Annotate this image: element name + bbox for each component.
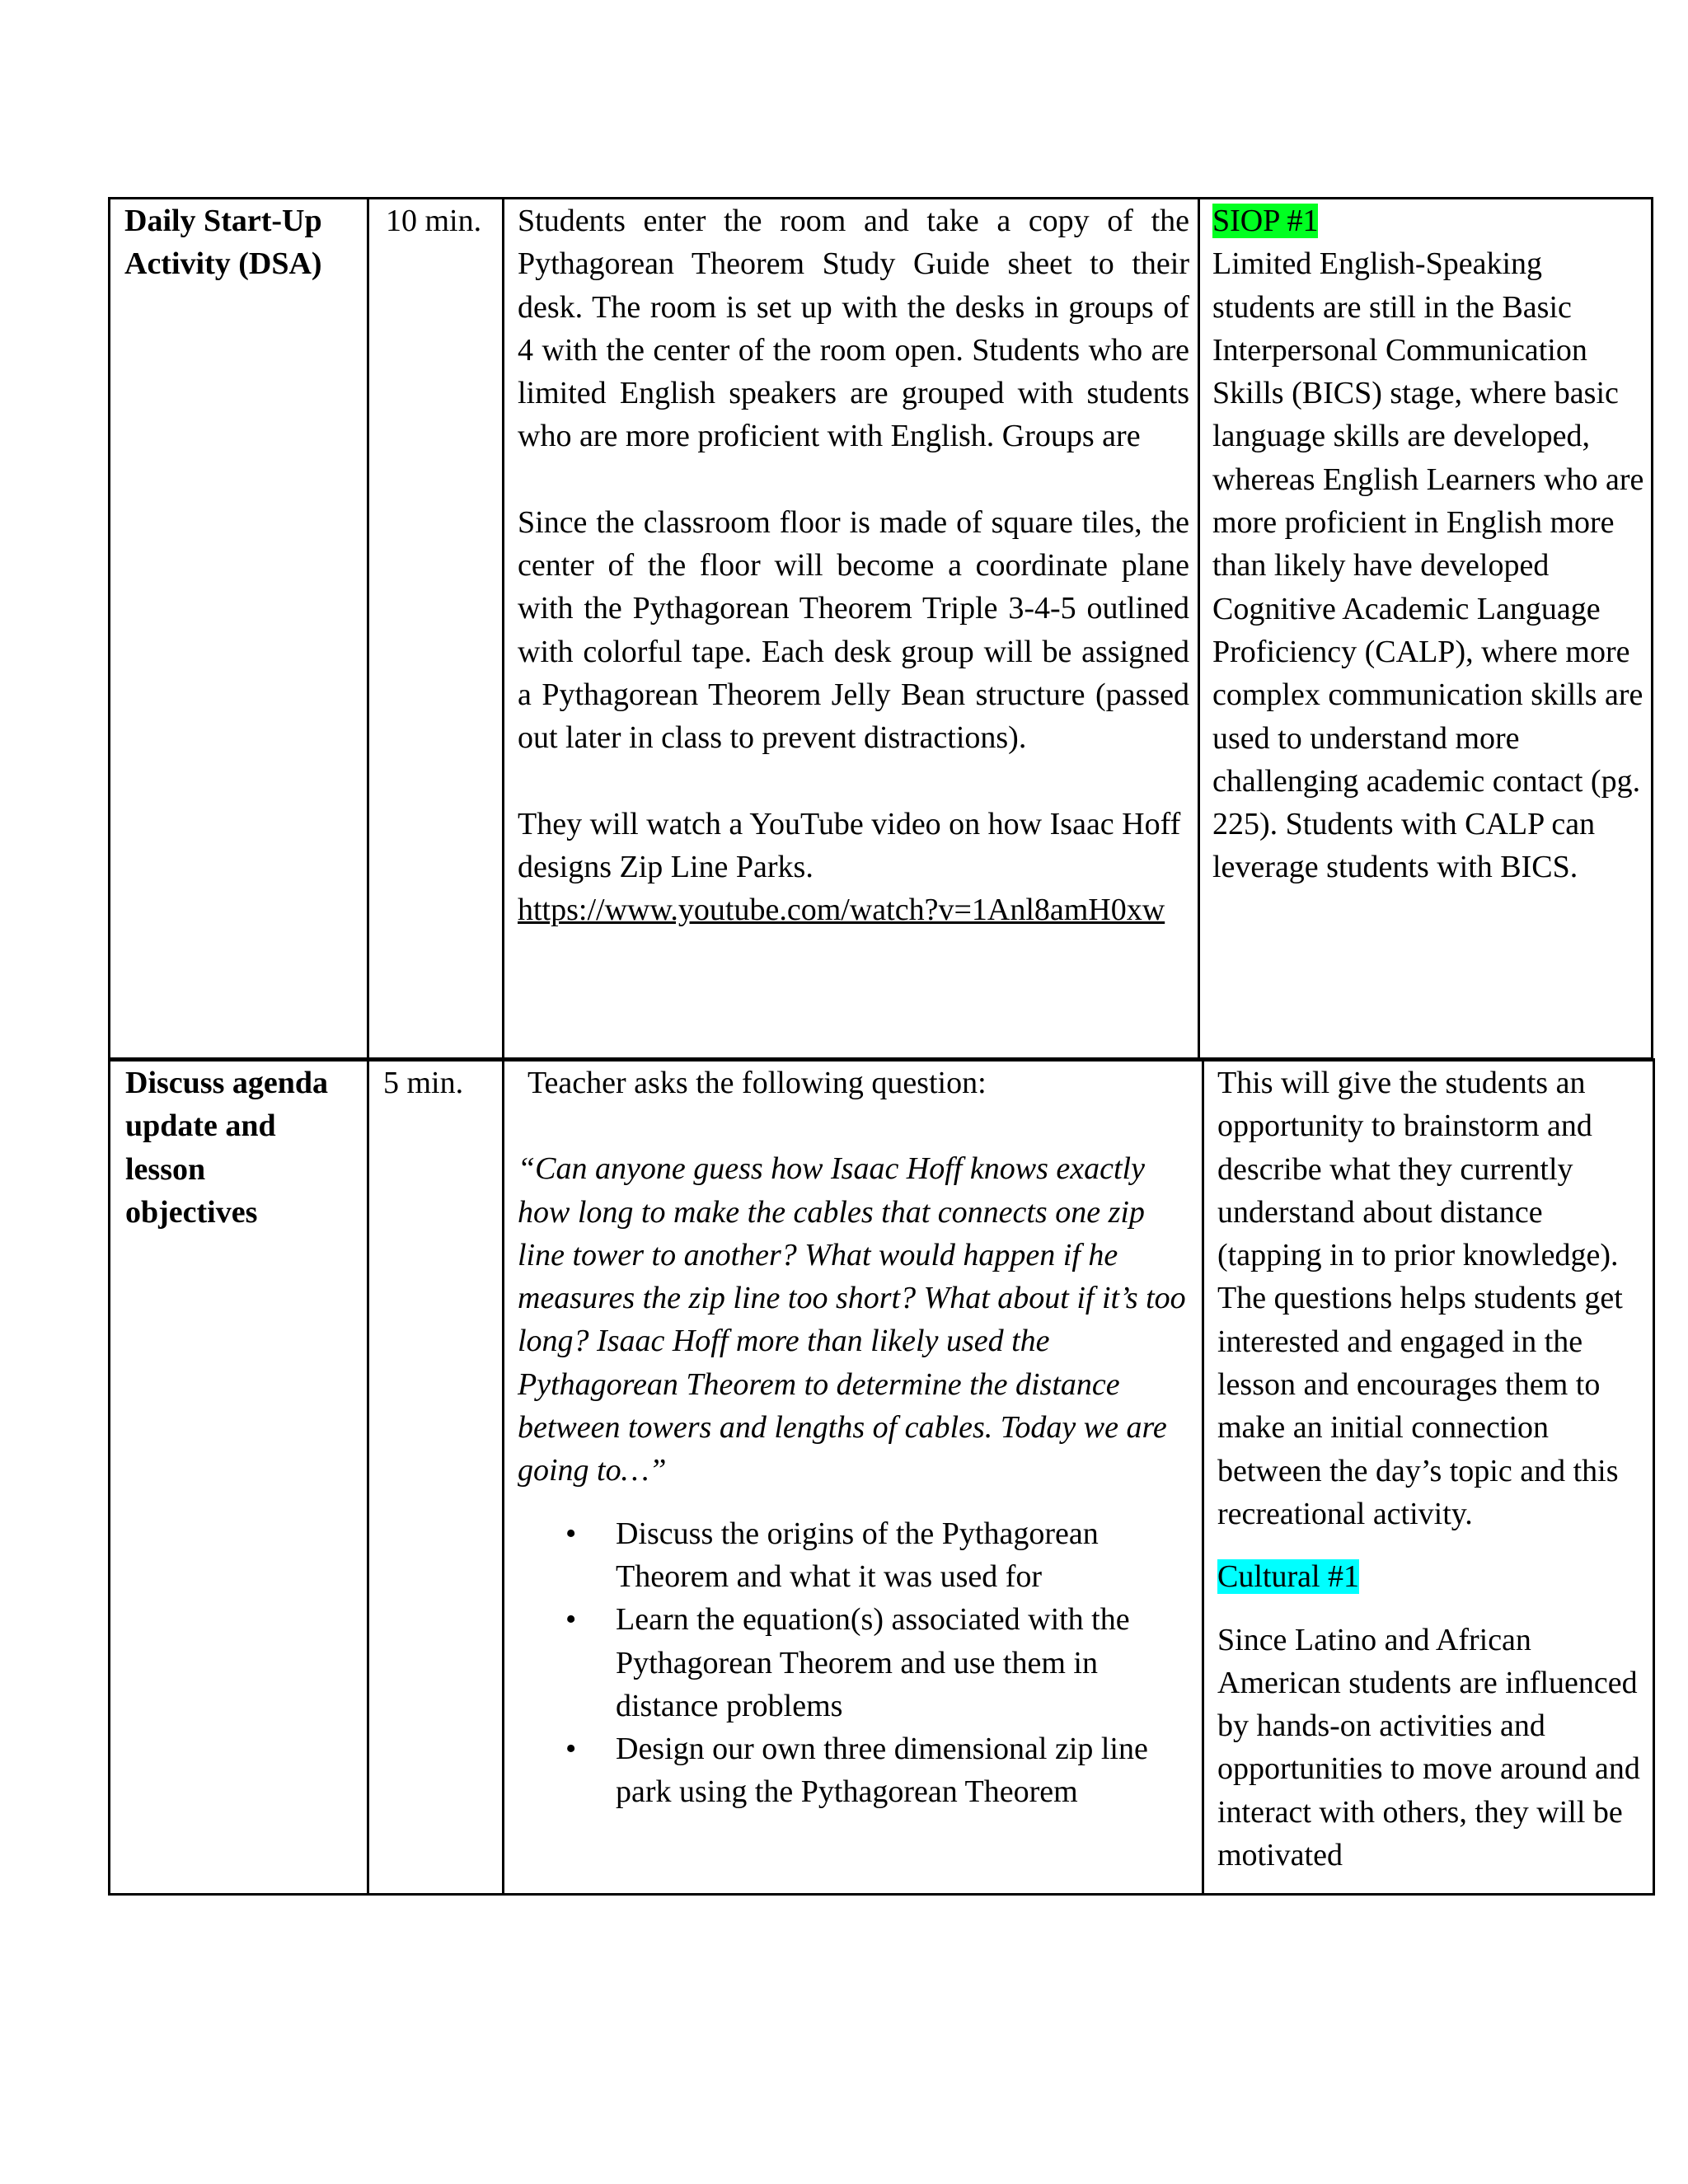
activity-cell: Daily Start-Up Activity (DSA)	[124, 204, 322, 282]
column-divider	[502, 199, 504, 1057]
procedure-paragraph: Since the classroom floor is made of square tiles, the center of the floor will become a coordinate plane with the Pythagorean Theorem Triple 3-4-5 outlined with colorful tape. Each desk group will be assigned a Pythagorean Theorem Jelly Bean structure (passed out later in class to prevent distractions).	[518, 504, 1189, 756]
procedure-intro: Teacher asks the following question:	[528, 1066, 987, 1100]
column-divider	[1202, 1062, 1204, 1893]
objectives-list	[518, 1512, 1193, 1814]
rationale-cell	[1217, 1062, 1650, 1877]
list-item: • Discuss the origins of the Pythagorean Theorem and what it was used for	[518, 1512, 1193, 1599]
procedure-cell	[518, 1062, 1193, 1814]
procedure-cell	[518, 199, 1189, 931]
activity-cell: Discuss agenda update and lesson objectives	[125, 1066, 328, 1230]
cultural-tag: Cultural #1	[1217, 1559, 1360, 1595]
column-divider	[502, 1062, 504, 1893]
rationale-text: Since Latino and African American students are influenced by hands-on activities and opportunities to move around and interact with others, they will be motivated	[1217, 1622, 1640, 1873]
table-row	[108, 197, 1653, 1060]
time-cell: 10 min.	[386, 204, 482, 238]
teacher-question: “Can anyone guess how Isaac Hoff knows exactly how long to make the cables that connects one zip line tower to another? What would happen if he measures the zip line too short? What about if it’s too long? Isaac Hoff more than likely used the Pythagorean Theorem to determine the distance between towers and lengths of cables. Today we are going to…”	[518, 1151, 1186, 1488]
table-row	[108, 1058, 1655, 1896]
youtube-link[interactable]: https://www.youtube.com/watch?v=1Anl8amH0xw	[518, 893, 1165, 928]
column-divider	[367, 199, 369, 1057]
column-divider	[367, 1062, 369, 1893]
rationale-text: Limited English-Speaking students are still in the Basic Interpersonal Communication Skills (BICS) stage, where basic language skills are developed, whereas English Learners who are more proficient in English more than likely have developed Cognitive Academic Language Proficiency (CALP), where more complex communication skills are used to understand more challenging academic contact (pg. 225). Students with CALP can leverage students with BICS.	[1212, 246, 1644, 885]
list-item: • Design our own three dimensional zip line park using the Pythagorean Theorem	[518, 1727, 1193, 1814]
list-item: • Learn the equation(s) associated with the Pythagorean Theorem and use them in distance problems	[518, 1598, 1193, 1727]
procedure-paragraph: Students enter the room and take a copy of the Pythagorean Theorem Study Guide sheet to their desk. The room is set up with the desks in groups of 4 with the center of the room open. Students who are limited English speakers are grouped with students who are more proficient with English. Groups are	[518, 204, 1189, 454]
siop-tag: SIOP #1	[1212, 204, 1319, 238]
procedure-paragraph: They will watch a YouTube video on how Isaac Hoff designs Zip Line Parks.	[518, 806, 1181, 884]
column-divider	[1198, 199, 1200, 1057]
rationale-text: This will give the students an opportunity to brainstorm and describe what they currently understand about distance (tapping in to prior knowledge). The questions helps students get interested and engaged in the lesson and encourages them to make an initial connection between the day’s topic and this recreational activity.	[1217, 1066, 1623, 1531]
rationale-cell	[1212, 199, 1646, 889]
time-cell: 5 min.	[383, 1066, 464, 1100]
